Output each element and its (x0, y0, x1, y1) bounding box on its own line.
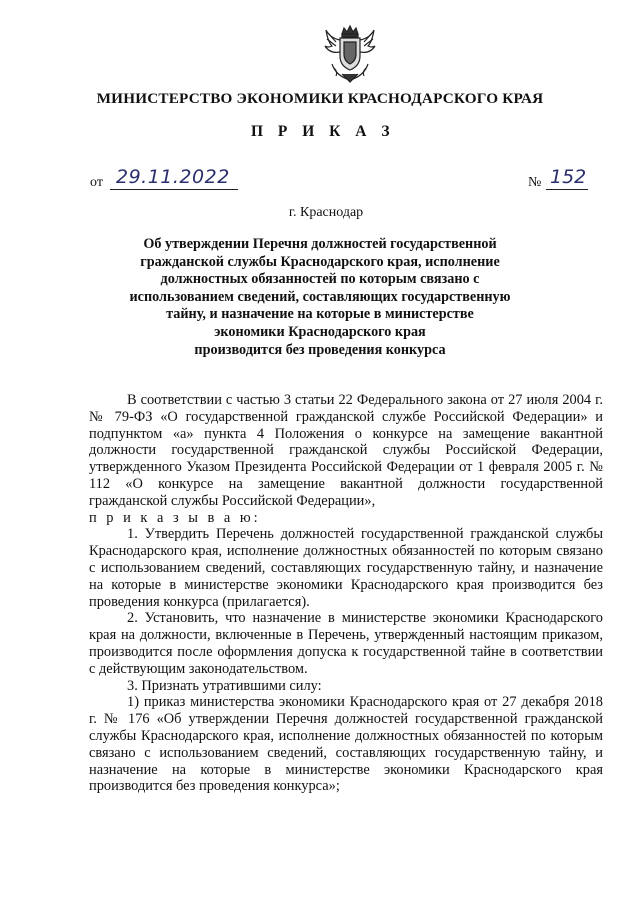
title-line: использованием сведений, составляющих государственную (129, 288, 511, 305)
item-2-paragraph: 2. Установить, что назначение в министерстве экономики Краснодарского края на должности, включенные в Перечень, утвержденный настоящим приказом, производится после оформления допуска к государственной тайне в соответствии с действующим законодательством. (89, 610, 603, 677)
document-title (0, 236, 640, 359)
city: г. Краснодар (288, 205, 364, 220)
handwritten-number: 152 (550, 166, 587, 188)
number-underline (546, 189, 588, 190)
ministry-name: МИНИСТЕРСТВО ЭКОНОМИКИ КРАСНОДАРСКОГО КРАЯ (96, 90, 544, 107)
date-prefix: от (90, 175, 103, 190)
title-line: производится без проведения конкурса (194, 341, 446, 358)
decree-word: п р и к а з ы в а ю: (89, 509, 261, 526)
title-line: гражданской службы Краснодарского края, исполнение (140, 253, 500, 270)
coat-of-arms-icon (322, 24, 378, 86)
title-line: тайну, и назначение на которые в министерстве (166, 306, 474, 323)
item-1-paragraph: 1. Утвердить Перечень должностей государственной гражданской службы Краснодарского края, исполнение должностных обязанностей по которым связано с использованием сведений, составляющих государственную тайну, и назначение на которые в министерстве экономики Краснодарского края производится без проведения конкурса (прилагается). (89, 526, 603, 610)
date-number-line (90, 166, 587, 195)
preamble-paragraph: В соответствии с частью 3 статьи 22 Федерального закона от 27 июля 2004 г. № 79-ФЗ «О государственной гражданской службе Российской Федерации» и подпунктом «а» пункта 4 Положения о конкурсе на замещение вакантной должности государственной гражданской службы Российской Федерации, утвержденного Указом Президента Российской Федерации от 1 февраля 2005 г. № 112 «О конкурсе на замещение вакантной должности государственной гражданской службы Российской Федерации», (89, 392, 603, 509)
document-body (89, 392, 603, 795)
order-title: П Р И К А З (250, 123, 396, 140)
title-line: должностных обязанностей по которым связано с (160, 271, 480, 288)
number-prefix: № (528, 175, 542, 190)
title-line: Об утверждении Перечня должностей государственной (143, 236, 497, 252)
title-line: экономики Краснодарского края (214, 323, 426, 340)
item-3-1-paragraph: 1) приказ министерства экономики Краснодарского края от 27 декабря 2018 г. № 176 «Об утверждении Перечня должностей государственной гражданской службы Краснодарского края, исполнение должностных обязанностей по которым связано с использованием сведений, составляющих государственную тайну, и назначение на которые в министерстве экономики Краснодарского края производится без проведения конкурса»; (89, 694, 603, 795)
handwritten-date: 29.11.2022 (116, 166, 230, 188)
date-underline (110, 189, 238, 190)
item-3-paragraph: 3. Признать утратившими силу: (127, 677, 322, 694)
